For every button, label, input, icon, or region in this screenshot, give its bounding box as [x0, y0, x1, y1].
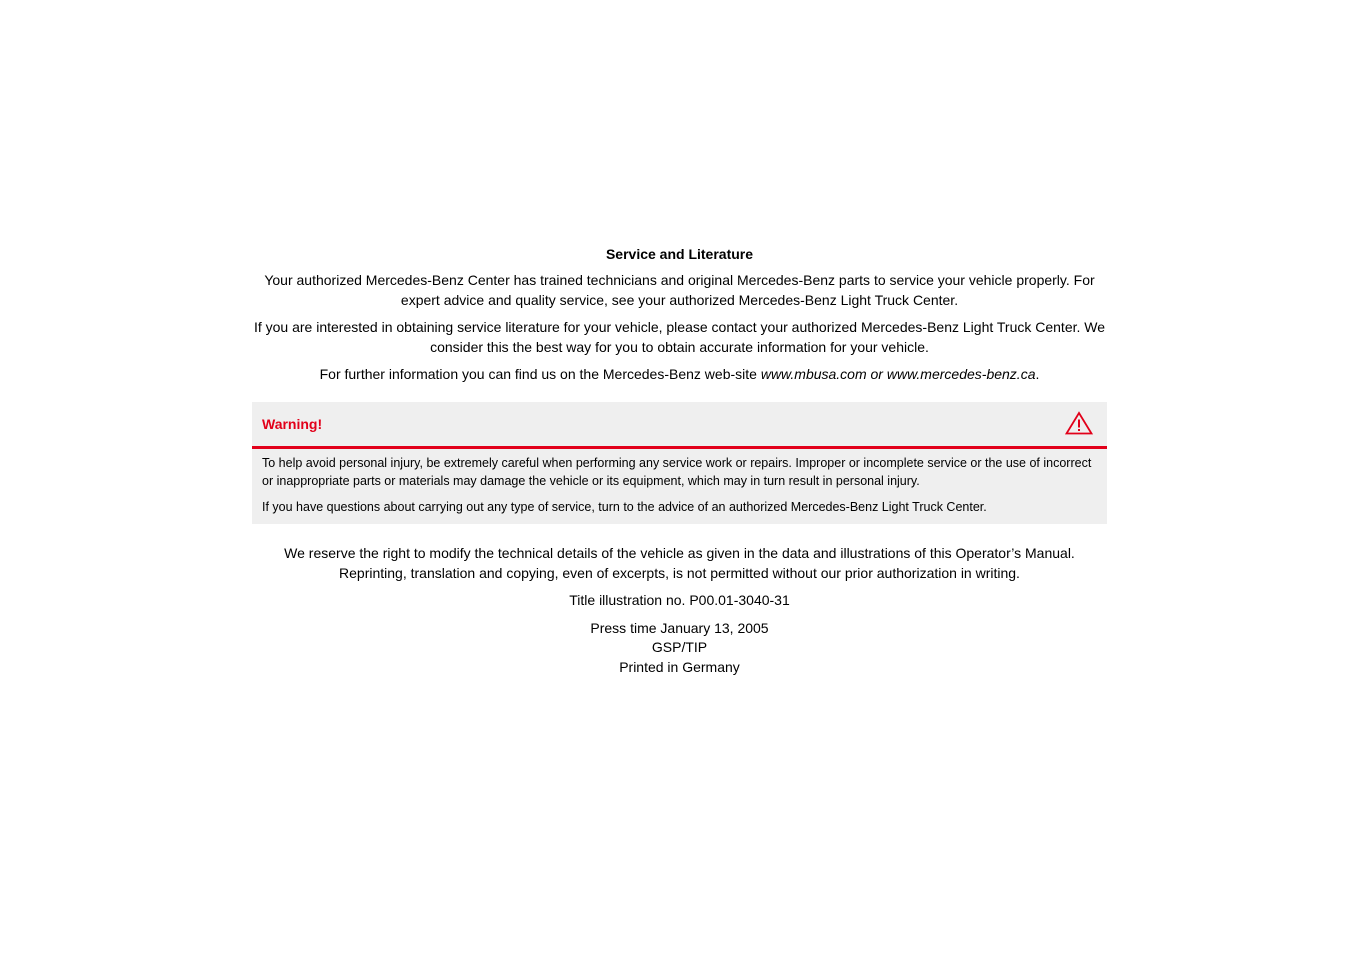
warning-text-1: To help avoid personal injury, be extremely careful when performing any service work or repairs. Improper or incomplete service or the use of incorrect or inappropriate parts or materials may damage the vehicle or its equipment, which may in turn result in personal injury.	[262, 455, 1092, 488]
reserve-paragraph: We reserve the right to modify the technical details of the vehicle as given in the data and illustrations of this Operator’s Manual. Reprinting, translation and copying, even of excerpts, is not permitted without our prior authorization in writing.	[284, 545, 1075, 581]
literature-paragraph: If you are interested in obtaining service literature for your vehicle, please contact your authorized Mercedes-Benz Light Truck Center. We consider this the best way for you to obtain accurate information for your vehicle.	[253, 319, 1106, 355]
warning-triangle-icon	[1065, 411, 1093, 435]
warning-text-2: If you have questions about carrying out any type of service, turn to the advice of an authorized Mercedes-Benz Light Truck Center.	[262, 499, 987, 514]
warning-box	[252, 402, 1107, 525]
website-prefix: For further information you can find us on the Mercedes-Benz web-site	[319, 366, 761, 382]
document-page	[252, 244, 1107, 677]
page-title: Service and Literature	[605, 246, 754, 262]
printed-in: Printed in Germany	[619, 658, 740, 675]
website-links: www.mbusa.com or www.mercedes-benz.ca	[760, 366, 1036, 382]
warning-title: Warning!	[262, 415, 323, 432]
press-time: Press time January 13, 2005	[590, 619, 769, 636]
warning-header	[252, 402, 1107, 449]
title-illustration: Title illustration no. P00.01-3040-31	[569, 592, 790, 608]
service-paragraph: Your authorized Mercedes-Benz Center has trained technicians and original Mercedes-Benz parts to service your vehicle properly. For expert advice and quality service, see your authorized Mercedes-Benz Light Truck Center.	[264, 272, 1095, 308]
website-suffix: .	[1035, 366, 1040, 382]
website-paragraph	[252, 365, 1107, 385]
imprint-block	[252, 619, 1107, 678]
imprint-code: GSP/TIP	[651, 639, 708, 655]
warning-body	[252, 449, 1107, 525]
